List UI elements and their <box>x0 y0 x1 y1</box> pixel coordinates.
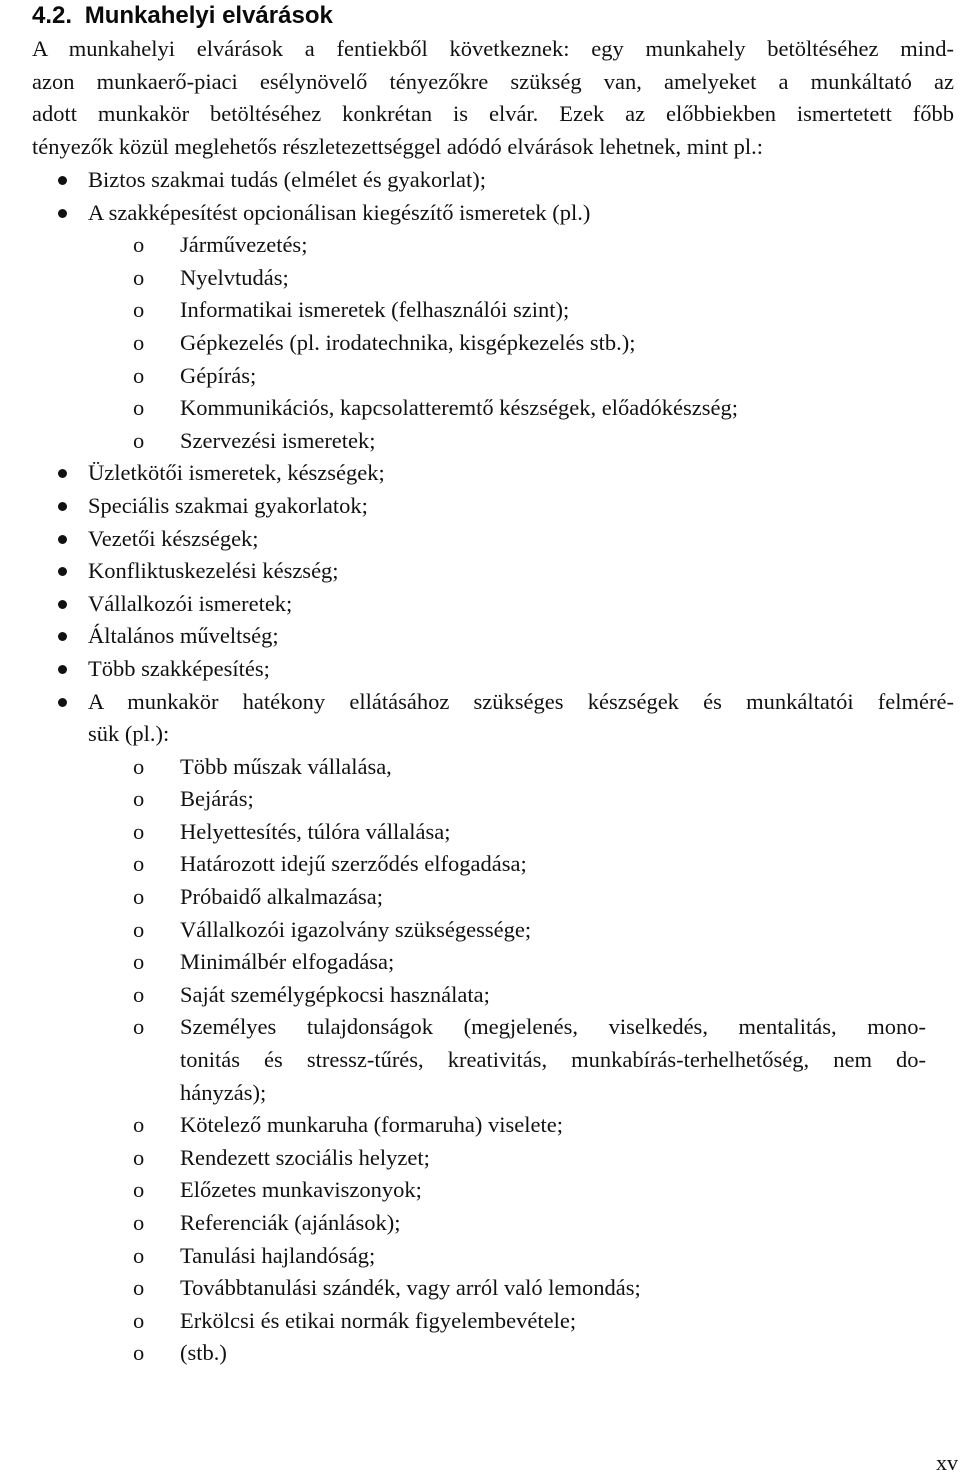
circle-bullet-icon: o <box>133 329 145 355</box>
sub-list-item-line: Személyes tulajdonságok (megjelenés, viselkedés, mentalitás, mono- <box>180 1014 926 1040</box>
list-item <box>0 555 960 588</box>
sub-list-item <box>0 1272 960 1305</box>
sub-list-item-text: Kommunikációs, kapcsolatteremtő készségek, előadókészség; <box>180 395 738 421</box>
list-item <box>0 164 960 197</box>
sub-list-item <box>0 229 960 262</box>
sub-list-item <box>0 1305 960 1338</box>
list-item-line: A munkakör hatékony ellátásához szükséges készségek és munkáltatói felméré- <box>88 688 954 714</box>
circle-bullet-icon: o <box>133 427 145 453</box>
bullet-dot-icon <box>58 665 67 674</box>
circle-bullet-icon: o <box>133 818 145 844</box>
circle-bullet-icon: o <box>133 786 145 812</box>
list-item <box>0 588 960 621</box>
sub-list-item <box>0 979 960 1012</box>
sub-list-item-text: Szervezési ismeretek; <box>180 427 376 453</box>
circle-bullet-icon: o <box>133 753 145 779</box>
list-item <box>0 523 960 556</box>
circle-bullet-icon: o <box>133 916 145 942</box>
sub-list-item-text: Gépkezelés (pl. irodatechnika, kisgépkezelés stb.); <box>180 329 636 355</box>
sub-list-item-text: (stb.) <box>180 1340 227 1366</box>
list-item <box>0 457 960 490</box>
intro-line: A munkahelyi elvárások a fentiekből következnek: egy munkahely betöltéséhez mind- <box>32 36 954 61</box>
circle-bullet-icon: o <box>133 297 145 323</box>
list-item-text: Több szakképesítés; <box>88 655 270 681</box>
list-item <box>0 653 960 686</box>
circle-bullet-icon: o <box>133 395 145 421</box>
bullet-dot-icon <box>58 502 67 511</box>
list-item-text: Vezetői készségek; <box>88 525 259 551</box>
list-item <box>0 490 960 523</box>
sub-list-item-text: Helyettesítés, túlóra vállalása; <box>180 818 451 844</box>
circle-bullet-icon: o <box>133 1242 145 1268</box>
bullet-dot-icon <box>58 698 67 707</box>
circle-bullet-icon: o <box>133 362 145 388</box>
sub-list <box>88 229 960 457</box>
bullet-dot-icon <box>58 176 67 185</box>
circle-bullet-icon: o <box>133 949 145 975</box>
sub-list-item-line: hányzás); <box>180 1079 267 1105</box>
bullet-dot-icon <box>58 535 67 544</box>
sub-list-item <box>0 1174 960 1207</box>
bullet-dot-icon <box>58 632 67 641</box>
list-item <box>0 686 960 1370</box>
sub-list-item <box>0 914 960 947</box>
sub-list-item-text: Vállalkozói igazolvány szükségessége; <box>180 916 532 942</box>
sub-list-item-text: Informatikai ismeretek (felhasználói szint); <box>180 297 570 323</box>
section-number: 4.2. <box>32 2 73 29</box>
sub-list-item <box>0 1011 960 1109</box>
bullet-dot-icon <box>58 209 67 218</box>
sub-list-item-text: Tanulási hajlandóság; <box>180 1242 376 1268</box>
sub-list-item <box>0 783 960 816</box>
sub-list-item-line: tonitás és stressz-tűrés, kreativitás, munkabírás-terhelhetőség, nem do- <box>180 1047 926 1073</box>
sub-list-item <box>0 1337 960 1370</box>
list-item-text <box>88 686 954 751</box>
list-item-line: sük (pl.): <box>88 721 170 747</box>
sub-list-item <box>0 881 960 914</box>
sub-list-item <box>0 392 960 425</box>
sub-list-item-text: Minimálbér elfogadása; <box>180 949 395 975</box>
section-title: Munkahelyi elvárások <box>84 2 333 29</box>
sub-list-item <box>0 816 960 849</box>
sub-list-item <box>0 848 960 881</box>
bullet-dot-icon <box>58 600 67 609</box>
circle-bullet-icon: o <box>133 1210 145 1235</box>
circle-bullet-icon: o <box>133 851 145 877</box>
circle-bullet-icon: o <box>133 1014 145 1040</box>
sub-list-item <box>0 1240 960 1273</box>
sub-list-item <box>0 327 960 360</box>
circle-bullet-icon: o <box>133 981 145 1007</box>
sub-list-item-text: Rendezett szociális helyzet; <box>180 1144 430 1170</box>
section-heading <box>32 1 333 31</box>
circle-bullet-icon: o <box>133 1307 145 1333</box>
circle-bullet-icon: o <box>133 1340 145 1366</box>
list-item-text: Üzletkötői ismeretek, készségek; <box>88 460 385 486</box>
sub-list-item <box>0 1142 960 1175</box>
intro-line: azon munkaerő-piaci esélynövelő tényezőkre szükség van, amelyeket a munkáltató az <box>32 68 954 94</box>
list-item <box>0 620 960 653</box>
list-item-text: Speciális szakmai gyakorlatok; <box>88 492 368 518</box>
sub-list-item-text: Erkölcsi és etikai normák figyelembevétele; <box>180 1307 577 1333</box>
sub-list-item <box>0 1109 960 1142</box>
sub-list-item-text: Határozott idejű szerződés elfogadása; <box>180 851 527 877</box>
sub-list-item-text: Több műszak vállalása, <box>180 753 392 779</box>
sub-list-item-text: Saját személygépkocsi használata; <box>180 981 490 1007</box>
sub-list-item <box>0 294 960 327</box>
list-item-text: Biztos szakmai tudás (elmélet és gyakorlat); <box>88 167 487 192</box>
sub-list-item <box>0 751 960 784</box>
sub-list-item-text <box>180 1011 926 1109</box>
intro-line: adott munkakör betöltéséhez konkrétan is elvár. Ezek az előbbiekben ismertetett főbb <box>32 101 954 127</box>
circle-bullet-icon: o <box>133 1177 145 1203</box>
circle-bullet-icon: o <box>133 264 145 290</box>
circle-bullet-icon: o <box>133 232 145 258</box>
circle-bullet-icon: o <box>133 1275 145 1301</box>
circle-bullet-icon: o <box>133 1144 145 1170</box>
list-item-text: Konfliktuskezelési készség; <box>88 558 339 584</box>
sub-list-item-text: Próbaidő alkalmazása; <box>180 884 384 910</box>
list-item-text: A szakképesítést opcionálisan kiegészítő ismeretek (pl.) <box>88 199 591 225</box>
sub-list <box>88 751 960 1370</box>
intro-line: tényezők közül meglehetős részletezettséggel adódó elvárások lehetnek, mint pl.: <box>32 133 763 159</box>
page-number: xv <box>936 1450 958 1475</box>
sub-list-item <box>0 946 960 979</box>
sub-list-item-text: Gépírás; <box>180 362 257 388</box>
sub-list-item-text: Járművezetés; <box>180 232 308 258</box>
circle-bullet-icon: o <box>133 1112 145 1138</box>
sub-list-item-text: Továbbtanulási szándék, vagy arról való lemondás; <box>180 1275 641 1301</box>
sub-list-item-text: Nyelvtudás; <box>180 264 289 290</box>
list-item <box>0 197 960 458</box>
circle-bullet-icon: o <box>133 884 145 910</box>
bullet-dot-icon <box>58 567 67 576</box>
sub-list-item <box>0 1207 960 1240</box>
list-item-text: Vállalkozói ismeretek; <box>88 590 293 616</box>
sub-list-item-text: Kötelező munkaruha (formaruha) viselete; <box>180 1112 563 1138</box>
sub-list-item-text: Referenciák (ajánlások); <box>180 1210 401 1235</box>
sub-list-item-text: Előzetes munkaviszonyok; <box>180 1177 422 1203</box>
sub-list-item-text: Bejárás; <box>180 786 254 812</box>
requirements-list <box>0 164 960 1370</box>
sub-list-item <box>0 425 960 458</box>
list-item-text: Általános műveltség; <box>88 623 279 649</box>
sub-list-item <box>0 262 960 295</box>
intro-paragraph <box>32 33 954 163</box>
bullet-dot-icon <box>58 469 67 478</box>
sub-list-item <box>0 360 960 393</box>
